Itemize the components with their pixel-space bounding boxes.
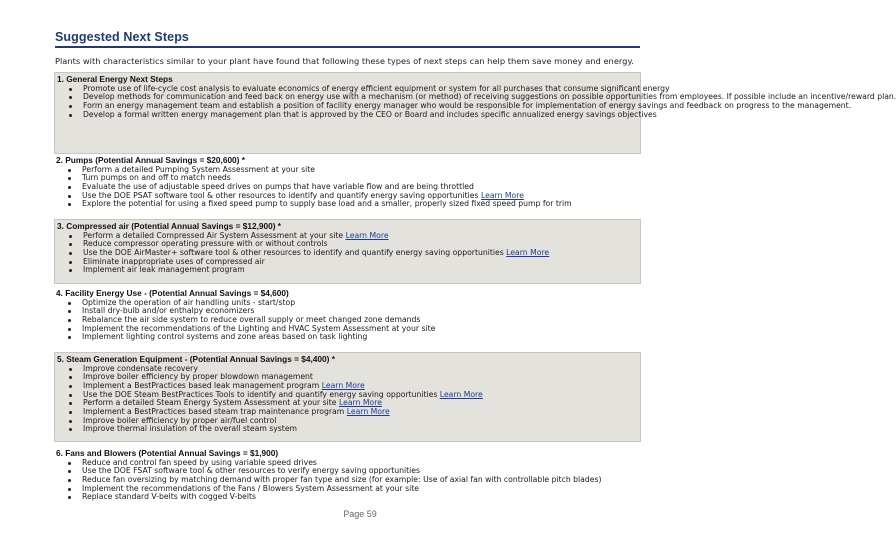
section-compressed-air: [54, 219, 641, 284]
list-item: [82, 333, 641, 342]
section-heading: 5. Steam Generation Equipment - (Potential Annual Savings = $4,400) *: [57, 354, 335, 364]
learn-more-link[interactable]: Learn More: [506, 247, 550, 257]
section-fans-blowers: [54, 447, 641, 503]
section-general-energy: [54, 72, 896, 154]
list-item-text: Promote use of life-cycle cost analysis to evaluate economics of energy efficient equipment or system for all purchases that consume significant energy: [83, 83, 670, 93]
section-heading: 2. Pumps (Potential Annual Savings = $20,600) *: [56, 155, 245, 165]
list-item-text: Reduce and control fan speed by using variable speed drives: [82, 457, 317, 467]
section-heading: 1. General Energy Next Steps: [57, 74, 173, 84]
section-list: [57, 83, 896, 120]
list-item-text: Implement the recommendations of the Fans / Blowers System Assessment at your site: [82, 483, 419, 493]
list-item-text: Evaluate the use of adjustable speed drives on pumps that have variable flow and are being throttled: [82, 181, 474, 191]
list-item-text: Reduce compressor operating pressure with or without controls: [83, 239, 328, 249]
list-item-text: Implement a BestPractices based steam trap maintenance program: [83, 407, 347, 417]
list-item-text: Use the DOE Steam BestPractices Tools to identify and quantify energy saving opportunities: [83, 389, 440, 399]
list-item-text: Perform a detailed Pumping System Assessment at your site: [82, 164, 315, 174]
list-item-text: Optimize the operation of air handling units - start/stop: [82, 297, 296, 307]
section-heading: 3. Compressed air (Potential Annual Savings = $12,900) *: [57, 221, 282, 231]
list-item-text: Use the DOE PSAT software tool & other resources to identify and quantify energy saving opportunities: [82, 190, 481, 200]
learn-more-link[interactable]: Learn More: [345, 230, 389, 240]
section-facility-energy: [54, 287, 641, 349]
list-item: [83, 266, 640, 275]
list-item-text: Reduce fan oversizing by matching demand with proper fan type and size (for example: Use of axial fan with controllable pitch blades): [82, 474, 602, 484]
learn-more-link[interactable]: Learn More: [439, 389, 483, 399]
section-list: [56, 459, 641, 503]
list-item-text: Use the DOE FSAT software tool & other resources to verify energy saving opportunities: [82, 466, 420, 476]
page-number: Page 59: [343, 509, 377, 519]
section-pumps: [54, 154, 641, 218]
list-item-text: Implement lighting control systems and zone areas based on task lighting: [82, 332, 368, 342]
list-item-text: Improve boiler efficiency by proper blowdown management: [83, 372, 313, 382]
list-item-text: Eliminate inappropriate uses of compressed air: [83, 256, 265, 266]
page-title: Suggested Next Steps: [55, 30, 189, 44]
list-item-text: Develop methods for communication and feed back on energy use with a mechanism (or method) of receiving suggestions on possible opportunities from employees. If possible include an incentive/reward plan.: [83, 92, 896, 102]
list-item-text: Perform a detailed Steam Energy System Assessment at your site: [83, 398, 339, 408]
learn-more-link[interactable]: Learn More: [338, 398, 382, 408]
list-item-text: Improve condensate recovery: [83, 363, 198, 373]
learn-more-link[interactable]: Learn More: [346, 407, 390, 417]
list-item: [82, 200, 641, 209]
list-item-text: Use the DOE AirMaster+ software tool & other resources to identify and quantify energy saving opportunities: [83, 247, 507, 257]
list-item-text: Improve boiler efficiency by proper air/fuel control: [83, 415, 277, 425]
section-list: [56, 166, 641, 210]
list-item-text: Develop a formal written energy management plan that is approved by the CEO or Board and includes specific annualized energy savings objectives: [83, 109, 657, 119]
list-item-text: Turn pumps on and off to match needs: [82, 173, 231, 183]
section-list: [57, 365, 640, 435]
list-item-text: Install dry-bulb and/or enthalpy economizers: [82, 306, 255, 316]
list-item: [82, 493, 641, 502]
section-heading: 6. Fans and Blowers (Potential Annual Savings = $1,900): [56, 448, 279, 458]
section-list: [57, 232, 640, 276]
list-item: [83, 425, 640, 434]
learn-more-link[interactable]: Learn More: [321, 380, 365, 390]
list-item-text: Explore the potential for using a fixed speed pump to supply base load and a smaller, properly sized fixed speed pump for trim: [82, 199, 572, 209]
list-item-text: Replace standard V-belts with cogged V-belts: [82, 492, 257, 502]
section-heading: 4. Facility Energy Use - (Potential Annual Savings = $4,600): [56, 288, 289, 298]
list-item-text: Rebalance the air side system to reduce overall supply or meet changed zone demands: [82, 314, 421, 324]
section-list: [56, 299, 641, 343]
list-item-text: Implement a BestPractices based leak management program: [83, 380, 322, 390]
title-divider: [55, 46, 640, 48]
list-item-text: Improve thermal insulation of the overall steam system: [83, 424, 298, 434]
list-item: [83, 109, 657, 120]
section-steam-generation: [54, 352, 641, 442]
learn-more-link[interactable]: Learn More: [480, 190, 524, 200]
list-item-text: Implement air leak management program: [83, 265, 245, 275]
list-item-text: Perform a detailed Compressed Air System Assessment at your site: [83, 230, 346, 240]
list-item-text: Implement the recommendations of the Lighting and HVAC System Assessment at your site: [82, 323, 436, 333]
list-item-text: Form an energy management team and establish a position of facility energy manager who would be responsible for implementation of energy savings and feedback on progress to the management.: [83, 100, 852, 110]
intro-text: Plants with characteristics similar to your plant have found that following these types of next steps can help them save money and energy.: [55, 56, 634, 66]
